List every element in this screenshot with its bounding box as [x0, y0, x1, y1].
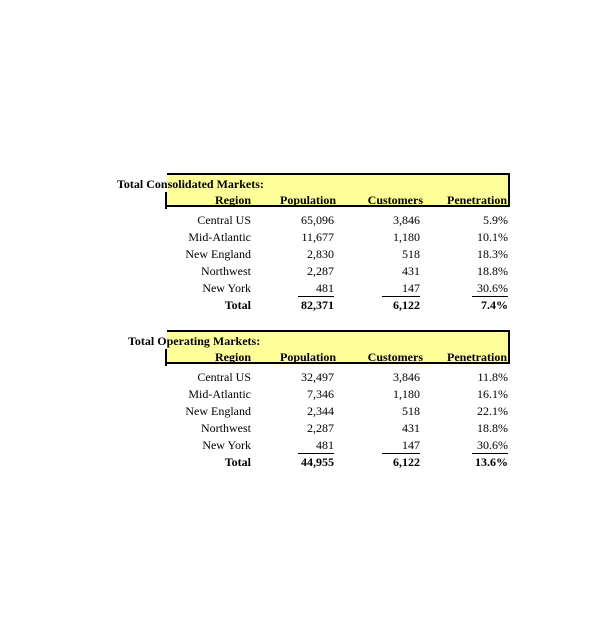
- header-population: Population: [279, 350, 336, 364]
- header-region: Region: [215, 350, 251, 364]
- table-row-population: 2,830: [307, 247, 334, 261]
- table-row-penetration: 11.8%: [477, 370, 508, 384]
- table-row-penetration: 10.1%: [477, 230, 508, 244]
- table-row-region: Central US: [197, 370, 251, 384]
- total-label: Total: [224, 455, 251, 469]
- table-row-customers: 147: [382, 281, 420, 297]
- total-customers: 6,122: [393, 455, 420, 469]
- table-row-region: New England: [185, 404, 251, 418]
- table-row-region: New England: [185, 247, 251, 261]
- table-row-population: 11,677: [301, 230, 334, 244]
- table-row-region: New York: [202, 281, 251, 295]
- table-row-population: 481: [298, 281, 334, 297]
- table-row-penetration: 30.6%: [472, 438, 508, 454]
- table-row-population: 481: [298, 438, 334, 454]
- total-penetration: 13.6%: [475, 455, 508, 469]
- header-penetration: Penetration: [447, 193, 507, 207]
- table-row-region: Northwest: [201, 421, 251, 435]
- table-row-penetration: 30.6%: [472, 281, 508, 297]
- table-row-penetration: 5.9%: [483, 213, 508, 227]
- header-population: Population: [279, 193, 336, 207]
- table-row-customers: 1,180: [393, 230, 420, 244]
- header-customers: Customers: [367, 193, 423, 207]
- header-penetration: Penetration: [447, 350, 507, 364]
- table-row-population: 2,344: [307, 404, 334, 418]
- table-row-population: 7,346: [307, 387, 334, 401]
- table-row-population: 2,287: [307, 421, 334, 435]
- table-row-penetration: 22.1%: [477, 404, 508, 418]
- total-label: Total: [224, 298, 251, 312]
- total-penetration: 7.4%: [481, 298, 508, 312]
- table-row-penetration: 18.8%: [477, 421, 508, 435]
- total-population: 44,955: [301, 455, 334, 469]
- table-row-customers: 147: [382, 438, 420, 454]
- table-row-customers: 431: [402, 421, 420, 435]
- table-row-customers: 3,846: [393, 213, 420, 227]
- table-row-region: New York: [202, 438, 251, 452]
- table-row-region: Central US: [197, 213, 251, 227]
- header-region: Region: [215, 193, 251, 207]
- table-row-region: Mid-Atlantic: [188, 387, 251, 401]
- table-row-penetration: 16.1%: [477, 387, 508, 401]
- table-row-population: 2,287: [307, 264, 334, 278]
- table-row-region: Mid-Atlantic: [188, 230, 251, 244]
- table-row-population: 32,497: [301, 370, 334, 384]
- header-customers: Customers: [367, 350, 423, 364]
- table-row-customers: 518: [402, 404, 420, 418]
- table-title: Total Operating Markets:: [128, 334, 261, 348]
- table-row-customers: 518: [402, 247, 420, 261]
- table-row-penetration: 18.3%: [477, 247, 508, 261]
- total-customers: 6,122: [393, 298, 420, 312]
- table-row-population: 65,096: [301, 213, 334, 227]
- table-row-customers: 1,180: [393, 387, 420, 401]
- table-row-customers: 3,846: [393, 370, 420, 384]
- table-row-region: Northwest: [201, 264, 251, 278]
- total-population: 82,371: [301, 298, 334, 312]
- table-row-customers: 431: [402, 264, 420, 278]
- table-row-penetration: 18.8%: [477, 264, 508, 278]
- table-title: Total Consolidated Markets:: [117, 177, 264, 191]
